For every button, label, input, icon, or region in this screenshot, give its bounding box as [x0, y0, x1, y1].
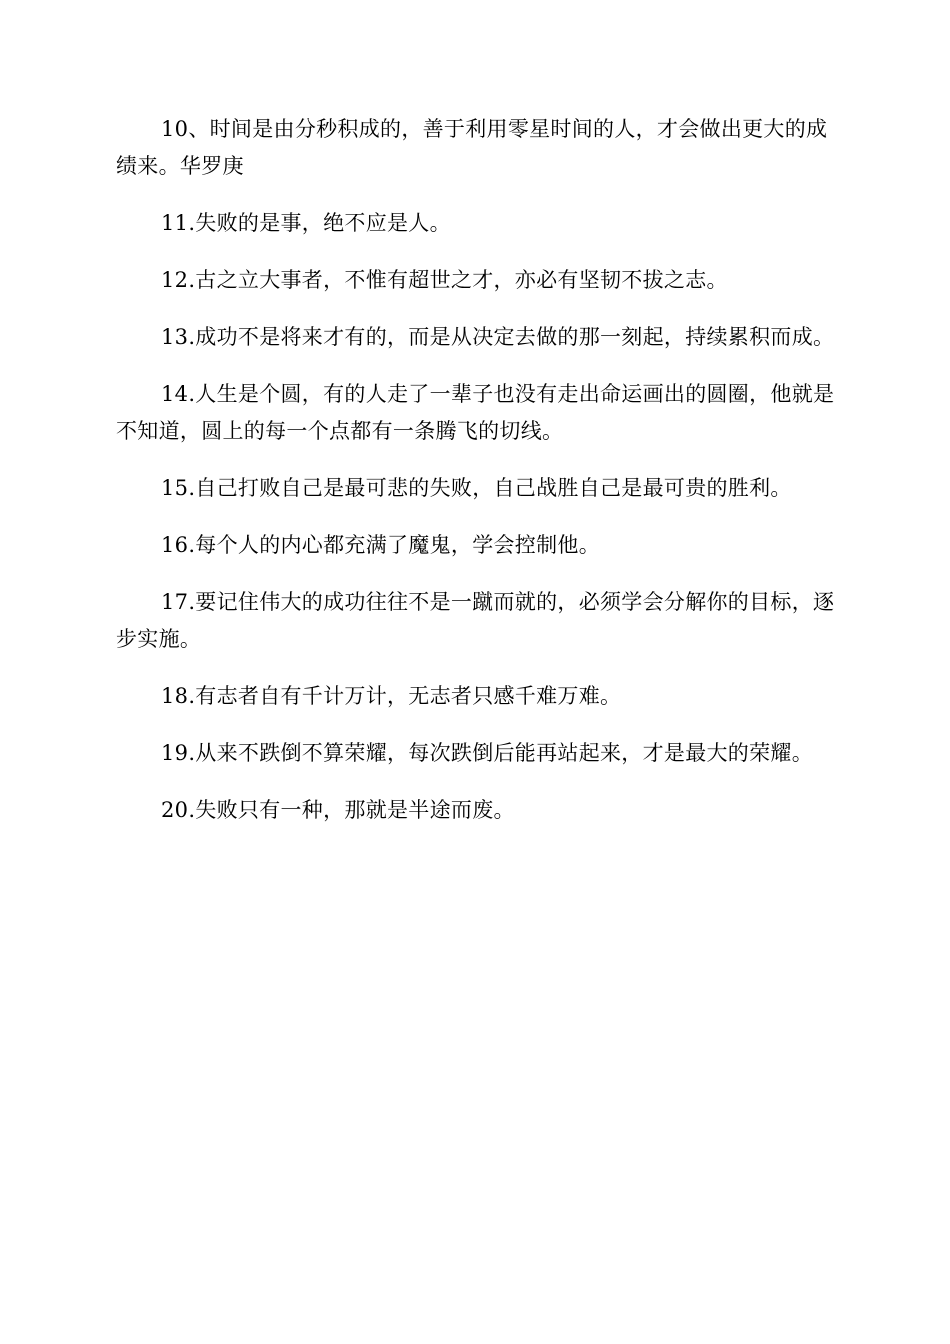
- quote-paragraph-17: 17.要记住伟大的成功往往不是一蹴而就的，必须学会分解你的目标，逐步实施。: [116, 590, 835, 651]
- quote-list: [116, 111, 836, 849]
- quote-paragraph-12: 12.古之立大事者，不惟有超世之才，亦必有坚韧不拔之志。: [161, 268, 728, 292]
- quote-paragraph-15: 15.自己打败自己是最可悲的失败，自己战胜自己是最可贵的胜利。: [161, 476, 792, 500]
- quote-paragraph-11: 11.失败的是事，绝不应是人。: [161, 211, 451, 235]
- quote-paragraph-14: 14.人生是个圆，有的人走了一辈子也没有走出命运画出的圆圈，他就是不知道，圆上的每一个点都有一条腾飞的切线。: [116, 382, 835, 443]
- quote-paragraph-16: 16.每个人的内心都充满了魔鬼，学会控制他。: [161, 533, 600, 557]
- quote-paragraph-10: 10、时间是由分秒积成的，善于利用零星时间的人，才会做出更大的成绩来。华罗庚: [116, 117, 828, 178]
- quote-paragraph-19: 19.从来不跌倒不算荣耀，每次跌倒后能再站起来，才是最大的荣耀。: [161, 741, 813, 765]
- quote-paragraph-13: 13.成功不是将来才有的，而是从决定去做的那一刻起，持续累积而成。: [161, 325, 835, 349]
- quote-paragraph-18: 18.有志者自有千计万计，无志者只感千难万难。: [161, 684, 622, 708]
- quote-paragraph-20: 20.失败只有一种，那就是半途而废。: [161, 798, 515, 822]
